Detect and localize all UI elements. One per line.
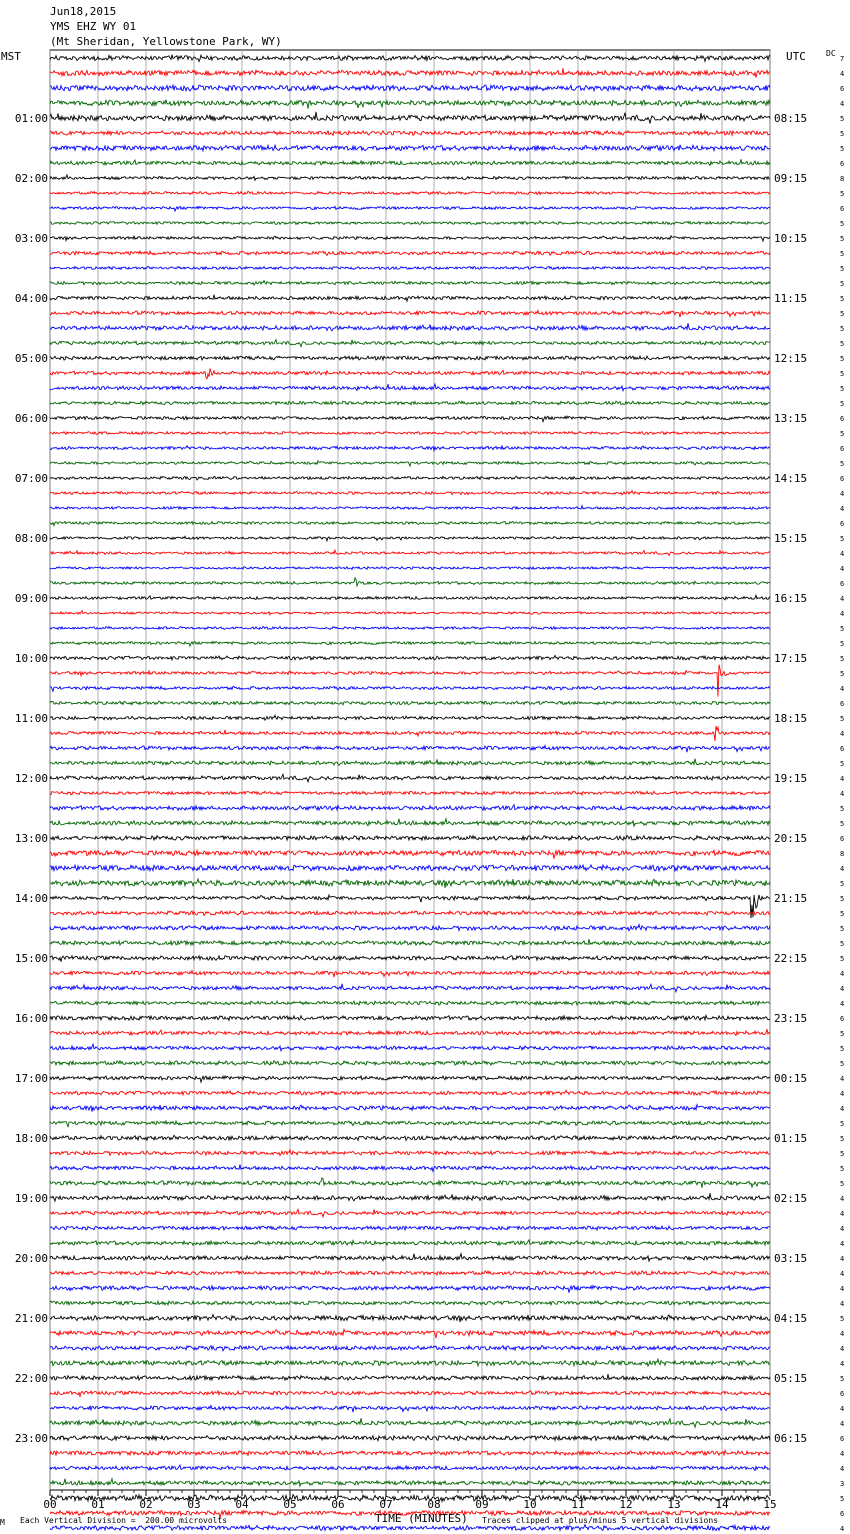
dc-offset-value: 4 (840, 730, 845, 738)
dc-offset-value: 5 (840, 460, 845, 468)
seismic-trace (50, 1178, 770, 1188)
seismic-trace (50, 911, 770, 916)
utc-hour-label: 23:15 (774, 1012, 808, 1025)
dc-offset-value: 5 (840, 130, 845, 138)
seismic-trace (50, 311, 770, 318)
x-tick-label: 05 (283, 1498, 297, 1511)
seismic-trace (50, 1359, 770, 1366)
seismic-trace (50, 611, 770, 615)
dc-offset-value: 4 (840, 970, 845, 978)
seismic-trace (50, 1121, 770, 1127)
seismic-trace (50, 131, 770, 135)
x-tick-label: 15 (763, 1498, 777, 1511)
seismic-trace (50, 1105, 770, 1112)
dc-offset-value: 5 (840, 385, 845, 393)
seismic-trace (50, 1315, 770, 1323)
seismic-trace (50, 819, 770, 826)
dc-offset-value: 4 (840, 775, 845, 783)
dc-offset-value: 4 (840, 685, 845, 693)
utc-hour-label: 15:15 (774, 532, 808, 545)
x-tick-label: 12 (619, 1498, 633, 1511)
seismic-trace (50, 369, 770, 379)
mst-hour-label: 14:00 (14, 892, 48, 905)
mst-hour-label: 20:00 (14, 1252, 48, 1265)
seismic-trace (50, 1090, 770, 1095)
seismic-trace (50, 1450, 770, 1455)
seismic-trace (50, 1479, 770, 1486)
seismic-trace (50, 112, 770, 124)
seismic-trace (50, 1301, 770, 1305)
dc-offset-value: 4 (840, 565, 845, 573)
dc-offset-value: 4 (840, 985, 845, 993)
mst-hour-label: 03:00 (14, 232, 48, 245)
header-date: Jun18,2015 (50, 5, 117, 18)
dc-offset-value: 5 (840, 1135, 845, 1143)
seismic-trace (50, 266, 770, 269)
right-timezone-label: UTC (786, 50, 806, 63)
dc-offset-value: 4 (840, 1360, 845, 1368)
x-tick-label: 09 (475, 1498, 489, 1511)
seismic-trace (50, 401, 770, 405)
seismic-trace (50, 295, 770, 301)
utc-hour-label: 03:15 (774, 1252, 808, 1265)
dc-offset-value: 4 (840, 1270, 845, 1278)
utc-hour-label: 10:15 (774, 232, 808, 245)
dc-offset-value: 7 (840, 55, 845, 63)
seismic-trace (50, 1329, 770, 1338)
seismic-trace (50, 432, 770, 435)
seismic-trace (50, 956, 770, 962)
mst-hour-label: 06:00 (14, 412, 48, 425)
dc-offset-value: 5 (840, 805, 845, 813)
dc-offset-value: 5 (840, 145, 845, 153)
dc-offset-value: 4 (840, 1525, 845, 1533)
dc-offset-value: 5 (840, 235, 845, 243)
dc-offset-value: 6 (840, 160, 845, 168)
dc-offset-value: 5 (840, 220, 845, 228)
dc-offset-value: 5 (840, 1045, 845, 1053)
seismic-trace (50, 665, 770, 697)
dc-offset-value: 6 (840, 520, 845, 528)
seismic-trace (50, 805, 770, 811)
seismic-trace (50, 446, 770, 451)
dc-offset-value: 5 (840, 190, 845, 198)
dc-offset-value: 5 (840, 370, 845, 378)
seismic-trace (50, 85, 770, 91)
dc-offset-value: 5 (840, 895, 845, 903)
x-tick-label: 13 (667, 1498, 681, 1511)
mst-hour-label: 08:00 (14, 532, 48, 545)
dc-offset-value: 6 (840, 580, 845, 588)
seismic-trace (50, 686, 770, 691)
mst-hour-label: 09:00 (14, 592, 48, 605)
dc-offset-value: 5 (840, 910, 845, 918)
dc-offset-value: 5 (840, 115, 845, 123)
dc-offset-value: 4 (840, 1450, 845, 1458)
mst-hour-label: 19:00 (14, 1192, 48, 1205)
seismic-trace (50, 145, 770, 151)
dc-offset-value: 4 (840, 610, 845, 618)
seismic-trace (50, 865, 770, 871)
seismic-trace (50, 1226, 770, 1230)
x-tick-label: 08 (427, 1498, 441, 1511)
utc-hour-label: 18:15 (774, 712, 808, 725)
dc-offset-value: 6 (840, 205, 845, 213)
dc-offset-value: 5 (840, 265, 845, 273)
seismic-trace (50, 522, 770, 526)
seismic-trace (50, 323, 770, 331)
seismic-trace (50, 939, 770, 945)
seismic-trace (50, 567, 770, 570)
seismic-trace (50, 759, 770, 766)
seismic-trace (50, 1406, 770, 1413)
x-tick-label: 00 (43, 1498, 57, 1511)
dc-offset-value: 6 (840, 745, 845, 753)
x-tick-label: 06 (331, 1498, 345, 1511)
utc-hour-label: 08:15 (774, 112, 808, 125)
seismic-trace (50, 1495, 770, 1502)
dc-offset-value: 4 (840, 595, 845, 603)
seismic-trace (50, 595, 770, 600)
utc-hour-label: 06:15 (774, 1432, 808, 1445)
seismic-trace (50, 791, 770, 795)
seismic-trace (50, 550, 770, 556)
dc-offset-value: 4 (840, 1075, 845, 1083)
dc-offset-value: 5 (840, 535, 845, 543)
mst-hour-label: 01:00 (14, 112, 48, 125)
utc-hour-label: 05:15 (774, 1372, 808, 1385)
mst-hour-label: 22:00 (14, 1372, 48, 1385)
x-tick-label: 03 (187, 1498, 201, 1511)
seismic-trace (50, 100, 770, 109)
utc-hour-label: 21:15 (774, 892, 808, 905)
dc-offset-value: 5 (840, 880, 845, 888)
dc-offset-value: 4 (840, 1000, 845, 1008)
seismic-trace (50, 984, 770, 992)
seismic-trace (50, 1418, 770, 1427)
seismic-trace (50, 627, 770, 630)
dc-offset-value: 4 (840, 1105, 845, 1113)
mst-hour-label: 05:00 (14, 352, 48, 365)
utc-hour-label: 04:15 (774, 1312, 808, 1325)
dc-offset-value: 5 (840, 670, 845, 678)
dc-offset-value: 5 (840, 310, 845, 318)
dc-offset-value: 3 (840, 1480, 845, 1488)
x-tick-label: 04 (235, 1498, 249, 1511)
dc-offset-value: 5 (840, 1060, 845, 1068)
mst-hour-label: 02:00 (14, 172, 48, 185)
seismic-trace (50, 1165, 770, 1172)
dc-offset-value: 6 (840, 85, 845, 93)
scale-note: Each Vertical Division = 200.00 microvolts (20, 1516, 228, 1525)
dc-offset-value: 5 (840, 1315, 845, 1323)
seismic-trace (50, 879, 770, 888)
seismic-trace (50, 701, 770, 705)
seismic-trace (50, 191, 770, 194)
dc-offset-value: 5 (840, 1180, 845, 1188)
x-tick-label: 11 (571, 1498, 585, 1511)
dc-offset-value: 4 (840, 505, 845, 513)
utc-hour-label: 09:15 (774, 172, 808, 185)
dc-offset-value: 5 (840, 955, 845, 963)
dc-offset-value: 4 (840, 490, 845, 498)
dc-offset-value: 6 (840, 1510, 845, 1518)
seismic-trace (50, 68, 770, 77)
dc-offset-value: 8 (840, 850, 845, 858)
mst-hour-label: 15:00 (14, 952, 48, 965)
x-tick-label: 02 (139, 1498, 153, 1511)
dc-offset-value: 5 (840, 640, 845, 648)
seismic-trace (50, 1029, 770, 1035)
dc-offset-value: 6 (840, 445, 845, 453)
dc-offset-value: 5 (840, 1120, 845, 1128)
dc-offset-value: 5 (840, 925, 845, 933)
utc-hour-label: 01:15 (774, 1132, 808, 1145)
utc-hour-label: 22:15 (774, 952, 808, 965)
seismic-trace (50, 1374, 770, 1380)
mst-hour-label: 11:00 (14, 712, 48, 725)
seismic-trace (50, 1150, 770, 1156)
seismic-trace (50, 1076, 770, 1082)
utc-hour-label: 02:15 (774, 1192, 808, 1205)
mst-hour-label: 21:00 (14, 1312, 48, 1325)
dc-offset-value: 6 (840, 1015, 845, 1023)
seismic-trace (50, 476, 770, 480)
x-tick-label: 07 (379, 1498, 393, 1511)
dc-offset-value: 5 (840, 655, 845, 663)
dc-offset-value: 4 (840, 1420, 845, 1428)
seismic-trace (50, 251, 770, 255)
dc-offset-value: 5 (840, 295, 845, 303)
seismic-trace (50, 925, 770, 931)
header-location: (Mt Sheridan, Yellowstone Park, WY) (50, 35, 282, 48)
dc-offset-value: 5 (840, 1375, 845, 1383)
seismic-trace (50, 656, 770, 660)
dc-offset-value: 5 (840, 400, 845, 408)
seismic-trace (50, 642, 770, 647)
dc-offset-value: 5 (840, 1150, 845, 1158)
mst-hour-label: 13:00 (14, 832, 48, 845)
dc-offset-value: 6 (840, 415, 845, 423)
seismic-trace (50, 236, 770, 241)
seismic-trace (50, 1465, 770, 1470)
seismic-trace (50, 850, 770, 859)
seismic-trace (50, 55, 770, 62)
utc-hour-label: 12:15 (774, 352, 808, 365)
seismic-trace (50, 1525, 770, 1531)
seismic-trace (50, 1286, 770, 1293)
corner-mark: M (0, 1518, 5, 1527)
dc-label: DC (826, 49, 836, 58)
seismic-trace (50, 461, 770, 466)
dc-offset-value: 5 (840, 340, 845, 348)
x-tick-label: 14 (715, 1498, 729, 1511)
dc-offset-value: 5 (840, 1165, 845, 1173)
dc-offset-value: 5 (840, 715, 845, 723)
seismic-trace (50, 1044, 770, 1051)
dc-offset-value: 4 (840, 1210, 845, 1218)
utc-hour-label: 11:15 (774, 292, 808, 305)
seismic-trace (50, 774, 770, 782)
mst-hour-label: 23:00 (14, 1432, 48, 1445)
seismic-trace (50, 384, 770, 391)
dc-offset-value: 6 (840, 475, 845, 483)
seismic-trace (50, 726, 770, 741)
dc-offset-value: 6 (840, 1390, 845, 1398)
dc-offset-value: 5 (840, 250, 845, 258)
seismic-trace (50, 578, 770, 586)
seismic-trace (50, 159, 770, 165)
x-tick-label: 01 (91, 1498, 105, 1511)
seismic-trace (50, 536, 770, 541)
mst-hour-label: 16:00 (14, 1012, 48, 1025)
seismic-trace (50, 1193, 770, 1201)
dc-offset-value: 4 (840, 1330, 845, 1338)
x-axis-label: TIME (MINUTES) (375, 1512, 468, 1525)
dc-offset-value: 5 (840, 355, 845, 363)
seismic-trace (50, 221, 770, 225)
dc-offset-value: 4 (840, 790, 845, 798)
dc-offset-value: 5 (840, 760, 845, 768)
utc-hour-label: 20:15 (774, 832, 808, 845)
dc-offset-value: 4 (840, 100, 845, 108)
utc-hour-label: 14:15 (774, 472, 808, 485)
dc-offset-value: 5 (840, 940, 845, 948)
dc-offset-value: 6 (840, 1435, 845, 1443)
mst-hour-label: 12:00 (14, 772, 48, 785)
seismic-trace (50, 175, 770, 180)
dc-offset-value: 4 (840, 1255, 845, 1263)
dc-offset-value: 5 (840, 625, 845, 633)
seismic-trace (50, 491, 770, 495)
seismic-trace (50, 1135, 770, 1140)
dc-offset-value: 4 (840, 1405, 845, 1413)
seismic-trace (50, 746, 770, 753)
dc-offset-value: 4 (840, 1345, 845, 1353)
header-station: YMS EHZ WY 01 (50, 20, 137, 33)
seismic-trace (50, 1345, 770, 1350)
utc-hour-label: 13:15 (774, 412, 808, 425)
seismic-trace (50, 836, 770, 841)
seismic-trace (50, 1209, 770, 1217)
dc-offset-value: 4 (840, 1090, 845, 1098)
x-tick-label: 10 (523, 1498, 537, 1511)
dc-offset-value: 6 (840, 835, 845, 843)
dc-offset-value: 5 (840, 430, 845, 438)
seismic-trace (50, 1391, 770, 1396)
seismic-trace (50, 715, 770, 720)
mst-hour-label: 07:00 (14, 472, 48, 485)
dc-offset-value: 4 (840, 550, 845, 558)
dc-offset-value: 5 (840, 1495, 845, 1503)
dc-offset-value: 4 (840, 70, 845, 78)
dc-offset-value: 5 (840, 820, 845, 828)
seismic-trace (50, 971, 770, 978)
dc-offset-value: 5 (840, 325, 845, 333)
dc-offset-value: 4 (840, 1285, 845, 1293)
utc-hour-label: 17:15 (774, 652, 808, 665)
clip-note: Traces clipped at plus/minus 5 vertical divisions (482, 1516, 719, 1525)
seismic-trace (50, 356, 770, 360)
mst-hour-label: 17:00 (14, 1072, 48, 1085)
seismic-trace (50, 1436, 770, 1441)
utc-hour-label: 00:15 (774, 1072, 808, 1085)
seismic-trace (50, 1271, 770, 1275)
utc-hour-label: 16:15 (774, 592, 808, 605)
seismic-trace (50, 416, 770, 421)
utc-hour-label: 19:15 (774, 772, 808, 785)
seismic-trace (50, 1001, 770, 1005)
dc-offset-value: 4 (840, 1300, 845, 1308)
dc-offset-value: 5 (840, 1030, 845, 1038)
mst-hour-label: 04:00 (14, 292, 48, 305)
seismic-trace (50, 207, 770, 212)
dc-offset-value: 6 (840, 700, 845, 708)
dc-offset-value: 4 (840, 1195, 845, 1203)
dc-offset-value: 4 (840, 1225, 845, 1233)
dc-offset-value: 8 (840, 175, 845, 183)
seismic-trace (50, 1240, 770, 1245)
seismic-trace (50, 1015, 770, 1020)
mst-hour-label: 10:00 (14, 652, 48, 665)
seismic-trace (50, 281, 770, 286)
dc-offset-value: 4 (840, 865, 845, 873)
dc-offset-value: 4 (840, 1240, 845, 1248)
seismic-trace (50, 1061, 770, 1066)
seismic-trace (50, 506, 770, 510)
seismic-trace (50, 340, 770, 347)
seismic-trace (50, 1254, 770, 1261)
dc-offset-value: 5 (840, 280, 845, 288)
left-timezone-label: MST (1, 50, 21, 63)
dc-offset-value: 4 (840, 1465, 845, 1473)
mst-hour-label: 18:00 (14, 1132, 48, 1145)
